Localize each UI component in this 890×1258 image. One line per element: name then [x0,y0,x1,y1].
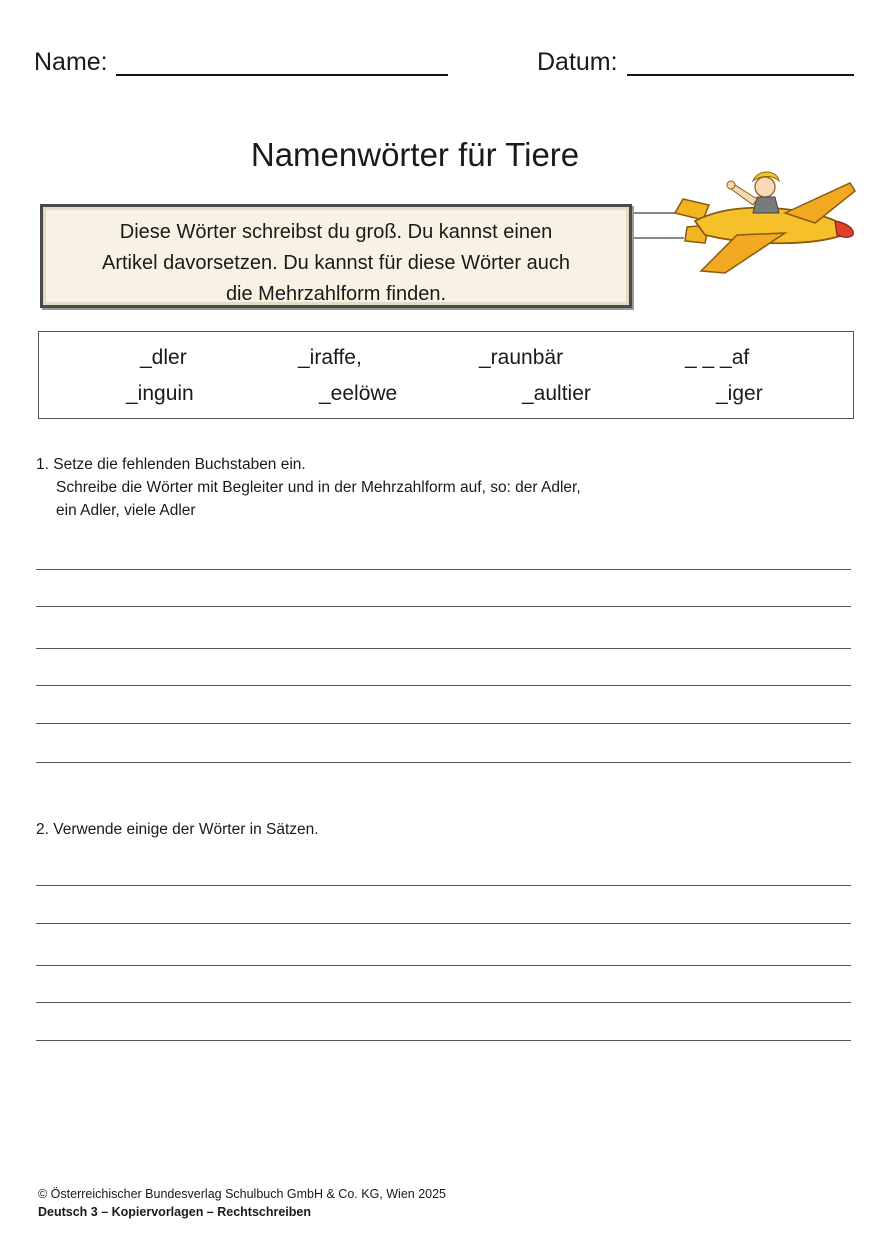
task1-line: Schreibe die Wörter mit Begleiter und in der Mehrzahlform auf, so: der Adler, [56,479,581,496]
footer-series: Deutsch 3 – Kopiervorlagen – Rechtschreiben [38,1205,312,1219]
writing-line[interactable] [36,685,851,686]
info-line: die Mehrzahlform finden. [225,283,447,305]
writing-line[interactable] [36,965,851,966]
writing-line[interactable] [36,762,851,763]
word-item: _ _ _af [685,346,750,369]
task1-line: ein Adler, viele Adler [56,502,196,519]
pilot-arm [731,185,757,205]
info-banner [40,204,632,308]
name-field[interactable] [116,74,448,76]
writing-line[interactable] [36,923,851,924]
writing-line[interactable] [36,1040,851,1041]
plane-wing-upper [785,183,855,223]
info-line: Artikel davorsetzen. Du kannst für diese Wörter auch [102,252,570,274]
pilot-hand [727,181,735,189]
word-item: _dler [140,346,187,369]
date-label: Datum: [537,48,618,76]
word-item: _iraffe, [298,346,362,369]
date-field[interactable] [627,74,854,76]
word-item: _eelöwe [319,382,398,405]
writing-line[interactable] [36,885,851,886]
word-item: _raunbär [479,346,564,369]
task1-line: 1. Setze die fehlenden Buchstaben ein. [36,456,306,473]
plane-nose [835,221,853,237]
word-item: _aultier [522,382,591,405]
word-item: _iger [716,382,763,405]
plane-wing-lower [701,233,785,273]
name-label: Name: [34,48,108,76]
task2-instruction: 2. Verwende einige der Wörter in Sätzen. [36,821,319,838]
writing-line[interactable] [36,648,851,649]
info-line: Diese Wörter schreibst du groß. Du kannst einen [119,221,553,243]
word-item: _inguin [126,382,194,405]
page-title: Namenwörter für Tiere [250,136,580,173]
writing-line[interactable] [36,723,851,724]
writing-line[interactable] [36,1002,851,1003]
writing-line[interactable] [36,569,851,570]
pilot-head [755,177,775,197]
writing-line[interactable] [36,606,851,607]
airplane-icon [665,165,857,277]
task1-instruction [36,453,581,522]
footer-copyright: © Österreichischer Bundesverlag Schulbuch GmbH & Co. KG, Wien 2025 [38,1187,447,1201]
